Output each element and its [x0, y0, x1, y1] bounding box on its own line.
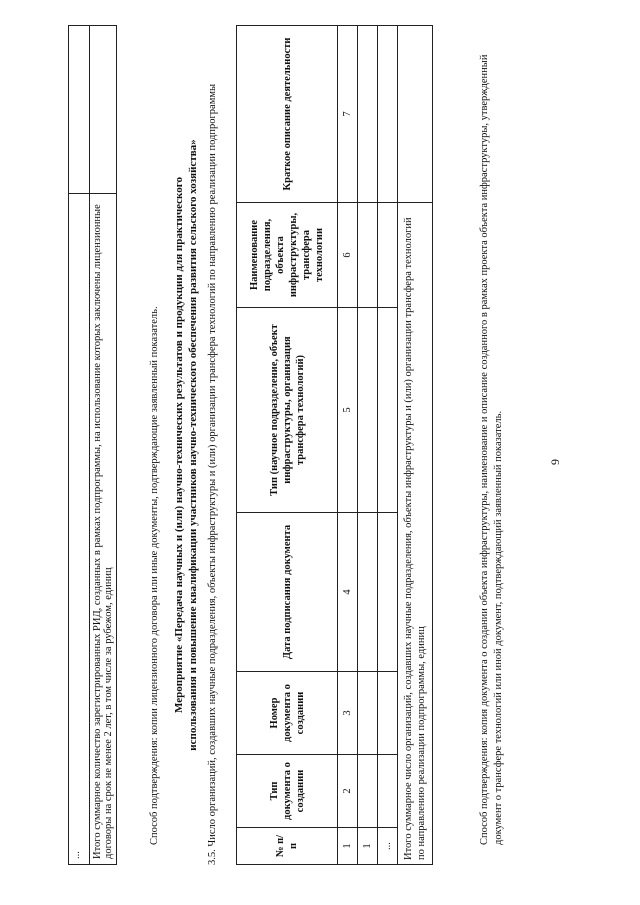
confirmation-text: Способ подтверждения: копия документа о создании объекта инфраструктуры, наименование и описание созданного в рамках проекта объекта инфраструктуры, утвержденный документ о трансфере технологий или иной документ, подтверждающий заявленный показатель. — [479, 54, 504, 845]
column-header: Тип (научное подразделение, объект инфраструктуры, организация трансфера технологий) — [237, 308, 338, 513]
table-row — [358, 26, 378, 865]
column-header: Номер документа о создании — [237, 672, 338, 755]
column-number: 7 — [338, 26, 358, 203]
page-number: 9 — [548, 459, 562, 465]
column-number: 3 — [338, 672, 358, 755]
column-number: 6 — [338, 203, 358, 308]
table-cell — [378, 755, 398, 828]
column-header: Дата подписания документа — [237, 513, 338, 672]
column-number: 5 — [338, 308, 358, 513]
table-cell — [358, 26, 378, 203]
table-cell: Итого суммарное количество зарегистрированных РИД, созданных в рамках подпрограммы, на использование которых заключены лицензионные договоры на срок не менее 2 лет, в том числе за рубежом, единиц — [90, 194, 117, 865]
table-cell — [378, 672, 398, 755]
table-header-row — [237, 26, 338, 865]
column-header: Наименование подразделения, объекта инфраструктуры, трансфера технологии — [237, 203, 338, 308]
column-number: 1 — [338, 828, 358, 865]
organizations-table — [236, 25, 433, 865]
table-cell — [358, 308, 378, 513]
column-number: 2 — [338, 755, 358, 828]
table-row — [90, 26, 117, 865]
event-heading-line: Мероприятие «Передача научных и (или) научно-технических результатов и продукции для практического — [173, 177, 185, 713]
table-cell — [378, 26, 398, 203]
table-cell — [358, 203, 378, 308]
indicator-table — [68, 25, 117, 865]
section-title: 3.5. Число организаций, создавших научные подразделения, объекты инфраструктуры и (или) организации трансфера технологий по направлению реализации подпрограммы — [207, 83, 218, 865]
table-cell — [398, 26, 433, 203]
table-cell — [358, 755, 378, 828]
table-cell — [358, 513, 378, 672]
event-heading-line: использования и повышение квалификации участников научно-технического обеспечения развития сельского хозяйства» — [187, 139, 199, 751]
confirmation-text: Способ подтверждения: копии лицензионного договора или иные документы, подтверждающие заявленный показатель. — [149, 306, 160, 845]
row-number: ... — [378, 828, 398, 865]
column-number: 4 — [338, 513, 358, 672]
event-heading — [172, 25, 200, 865]
column-header: № п/п — [237, 828, 338, 865]
table-row — [378, 26, 398, 865]
table-cell — [69, 26, 90, 194]
total-label: Итого суммарное число организаций, создавших научные подразделения, объекты инфраструктуры и (или) организации трансфера технологий по направлению реализации подпрограммы, единиц — [398, 203, 433, 865]
table-total-row — [398, 26, 433, 865]
table-cell — [378, 203, 398, 308]
table-row — [69, 26, 90, 865]
column-header: Тип документа о создании — [237, 755, 338, 828]
row-number: 1 — [358, 828, 378, 865]
column-header: Краткое описание деятельности — [237, 26, 338, 203]
table-row — [338, 26, 358, 865]
table-cell — [358, 672, 378, 755]
table-cell: ... — [69, 194, 90, 865]
table-cell — [378, 308, 398, 513]
table-cell — [90, 26, 117, 194]
table-cell — [378, 513, 398, 672]
